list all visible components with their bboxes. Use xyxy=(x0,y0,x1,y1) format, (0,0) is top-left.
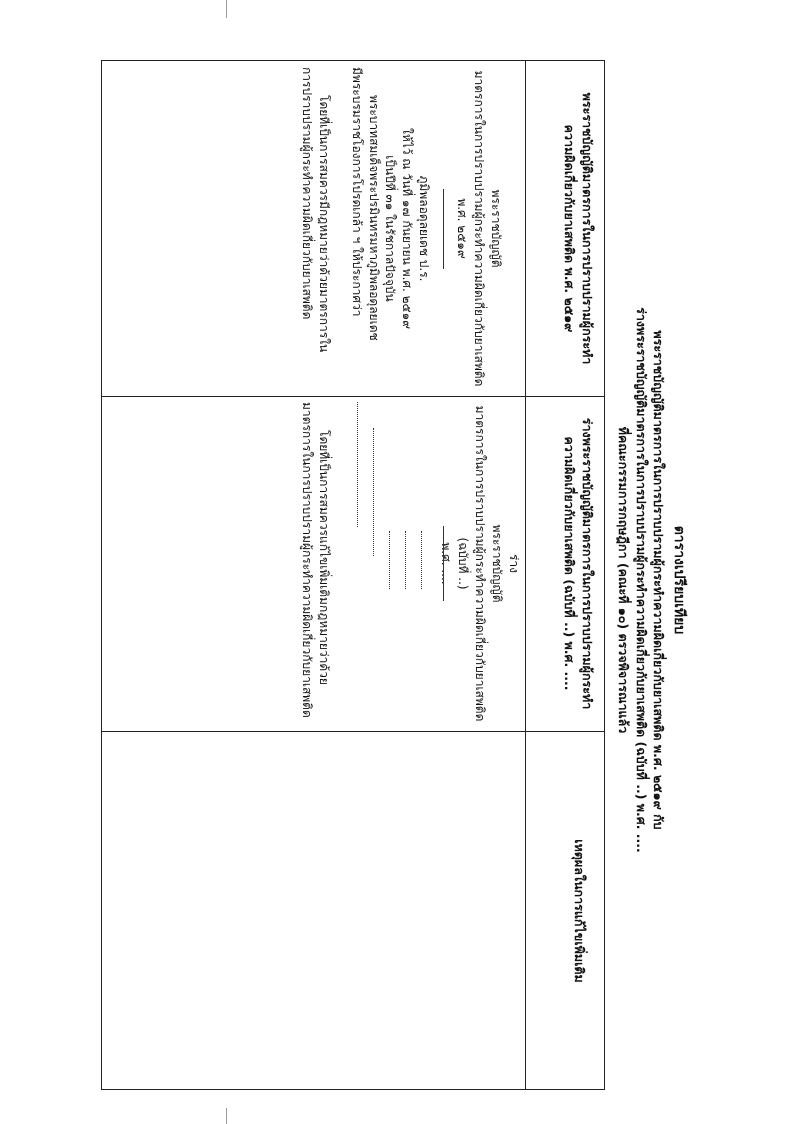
header-text: ร่างพระราชบัญญัติมาตรการในการปราบปรามผู้กระทำ xyxy=(580,417,595,710)
document-titles xyxy=(605,40,690,1120)
purpose-line: มาตรการในการปราบปรามผู้กระทำความผิดเกี่ยวกับยาเสพติด xyxy=(300,402,314,718)
placeholder-dots xyxy=(357,402,358,527)
comparison-table xyxy=(101,60,605,1090)
royal-command-line: มีพระบรมราชโองการโปรดเกล้า ฯ ให้ประกาศว่า xyxy=(350,67,364,317)
left-purpose xyxy=(298,67,332,392)
title-rule xyxy=(443,526,444,601)
column-header-reasons xyxy=(570,731,588,1091)
left-act-title-block xyxy=(453,61,504,396)
act-label: พระราชบัญญัติ xyxy=(489,189,503,268)
column-header-draft-act xyxy=(560,396,596,731)
placeholder-dots xyxy=(389,531,390,589)
title-rule xyxy=(443,189,444,269)
left-promulgation-block xyxy=(381,61,432,396)
purpose-line: โดยที่เป็นการสมควรมีกฎหมายว่าด้วยมาตรการใน xyxy=(317,95,331,353)
middle-purpose xyxy=(298,402,332,727)
act-name: มาตรการในการปราบปรามผู้กระทำความผิดเกี่ยวกับยาเสพติด (ฉบับที่ ..) xyxy=(456,405,487,722)
act-name: มาตรการในการปราบปรามผู้กระทำความผิดเกี่ยวกับยาเสพติด xyxy=(472,70,486,387)
purpose-line: โดยที่เป็นการสมควรแก้ไขเพิ่มเติมกฎหมายว่าด้วย xyxy=(317,430,331,685)
act-year: พ.ศ. ๒๕๑๙ xyxy=(455,198,469,259)
act-label: พระราชบัญญัติ xyxy=(490,524,504,603)
left-royal-command xyxy=(348,67,382,392)
column-divider xyxy=(102,731,604,732)
header-divider xyxy=(525,61,526,1089)
header-text: พระราชบัญญัติมาตรการในการปราบปรามผู้กระทำ xyxy=(580,92,595,365)
header-text: เหตุผลในการแก้ไขเพิ่มเติม xyxy=(572,839,587,983)
header-text: ความผิดเกี่ยวกับยาเสพติด (ฉบับที่ ..) พ.ศ. .... xyxy=(562,436,577,691)
document-subtitle: ที่คณะกรรมการกฤษฎีกา (คณะที่ ๑๐) ตรวจพิจารณาแล้ว xyxy=(616,426,631,734)
header-text: ความผิดเกี่ยวกับยาเสพติด พ.ศ. ๒๕๑๙ xyxy=(562,124,577,333)
draft-label: ร่าง xyxy=(507,553,521,574)
reign-year: เป็นปีที่ ๓๑ ในรัชกาลปัจจุบัน xyxy=(383,155,397,302)
royal-command-line: พระบาทสมเด็จพระปรมินทรมหาภูมิพลอดุลยเดช xyxy=(367,95,381,341)
placeholder-dots xyxy=(405,531,406,589)
placeholder-dots xyxy=(421,531,422,589)
document-heading: ตารางเปรียบเทียบ xyxy=(671,525,687,635)
column-header-current-act xyxy=(560,61,596,396)
act-year: พ.ศ. .... xyxy=(439,542,453,585)
middle-act-title-block xyxy=(437,396,522,731)
purpose-line: การปราบปรามผู้กระทำความผิดเกี่ยวกับยาเสพติด xyxy=(300,67,314,320)
given-date: ให้ไว้ ณ วันที่ ๑๗ กันยายน พ.ศ. ๒๕๑๙ xyxy=(400,127,414,330)
king-name: ภูมิพลอดุลยเดช ป.ร. xyxy=(417,175,431,282)
scan-edge-line xyxy=(226,0,227,18)
placeholder-dots xyxy=(373,428,374,556)
document-subtitle: พระราชบัญญัติมาตรการในการปราบปรามผู้กระทำความผิดเกี่ยวกับยาเสพติด พ.ศ. ๒๕๑๙ กับ xyxy=(651,330,666,830)
column-divider xyxy=(102,396,604,397)
rotated-page xyxy=(85,40,690,1120)
document-subtitle: ร่างพระราชบัญญัติมาตรการในการปราบปรามผู้กระทำความผิดเกี่ยวกับยาเสพติด (ฉบับที่ ..) พ.ศ. .... xyxy=(634,307,649,853)
